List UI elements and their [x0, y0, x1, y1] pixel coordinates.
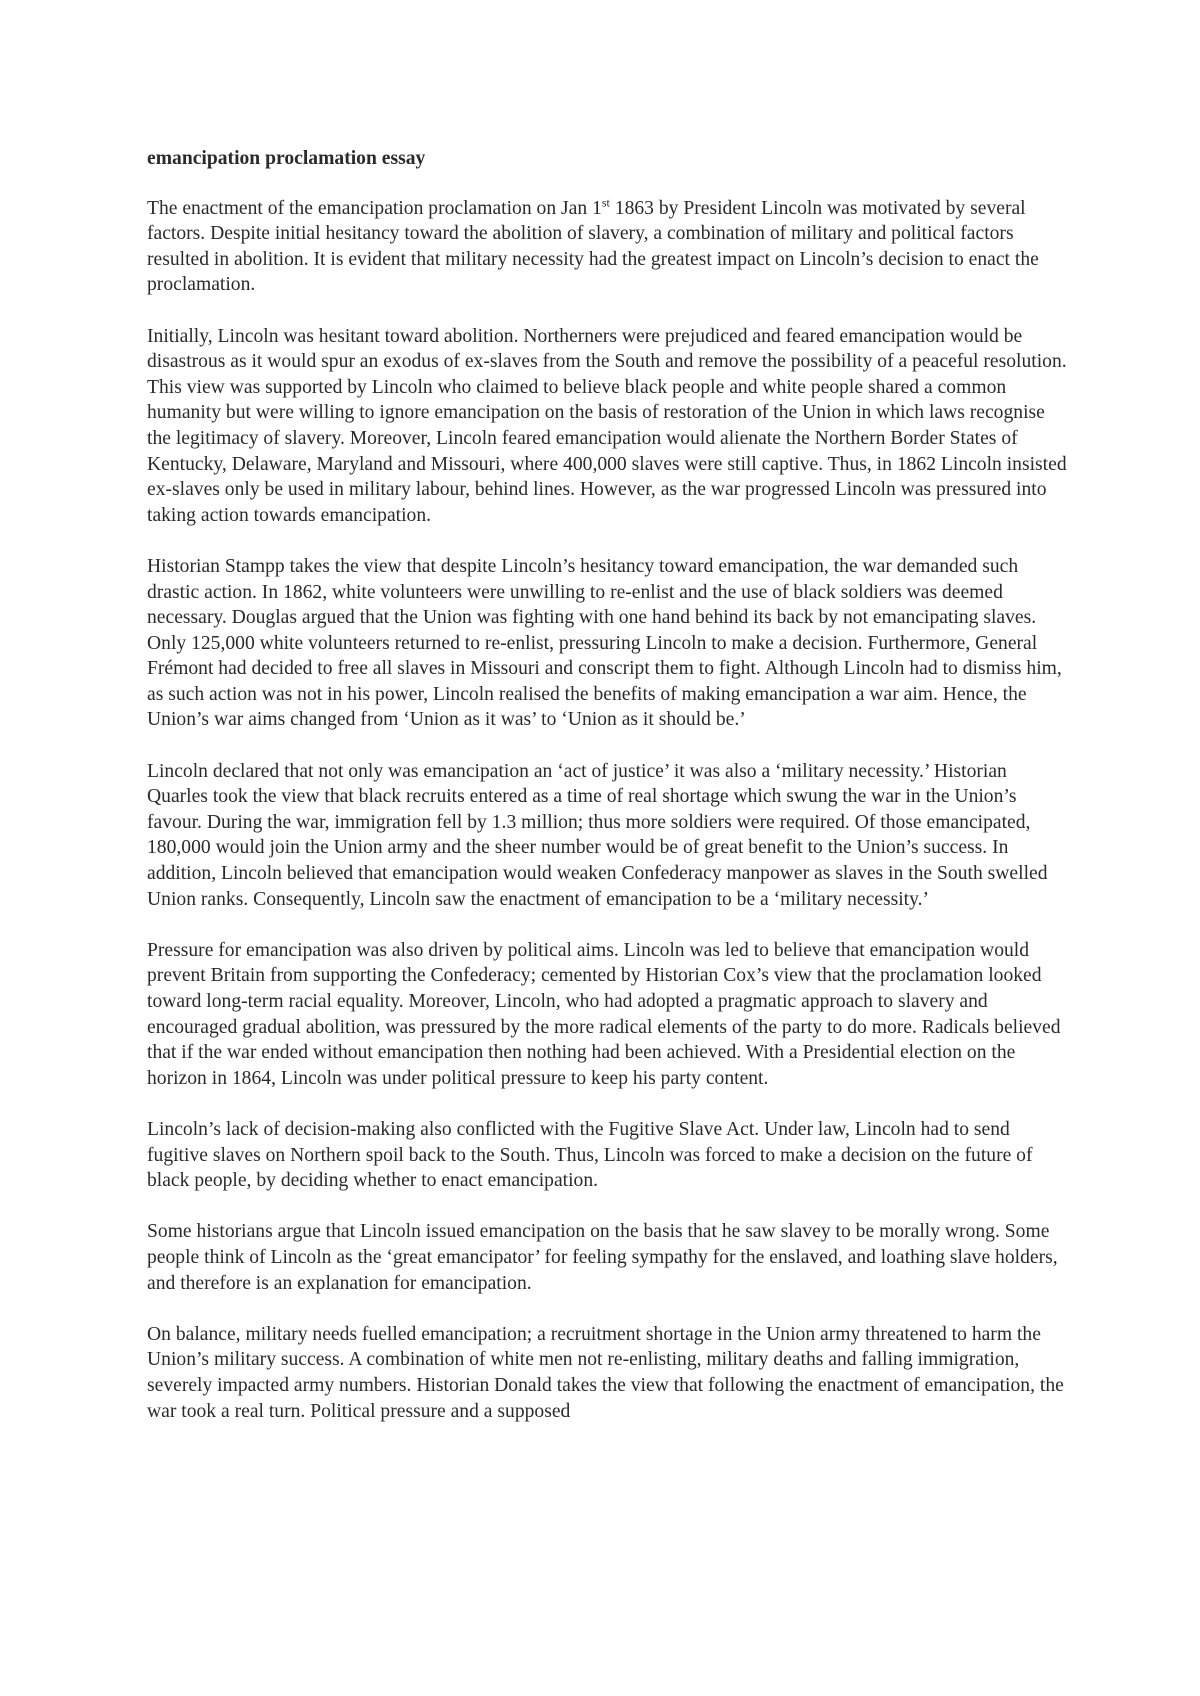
body-paragraph: Initially, Lincoln was hesitant toward abolition. Northerners were prejudiced and feared emancipation would be disastrous as it would spur an exodus of ex-slaves from the South and remove the possibility of a peaceful resolution. This view was supported by Lincoln who claimed to believe black people and white people shared a common humanity but were willing to ignore emancipation on the basis of restoration of the Union in which laws recognise the legitimacy of slavery. Moreover, Lincoln feared emancipation would alienate the Northern Border States of Kentucky, Delaware, Maryland and Missouri, where 400,000 slaves were still captive. Thus, in 1862 Lincoln insisted ex-slaves only be used in military labour, behind lines. However, as the war progressed Lincoln was pressured into taking action towards emancipation.	[147, 325, 1067, 526]
body-paragraph: Pressure for emancipation was also driven by political aims. Lincoln was led to believe that emancipation would prevent Britain from supporting the Confederacy; cemented by Historian Cox’s view that the proclamation looked toward long-term racial equality. Moreover, Lincoln, who had adopted a pragmatic approach to slavery and encouraged gradual abolition, was pressured by the more radical elements of the party to do more. Radicals believed that if the war ended without emancipation then nothing had been achieved. With a Presidential election on the horizon in 1864, Lincoln was under political pressure to keep his party content.	[147, 939, 1061, 1089]
body-paragraph: Lincoln declared that not only was emancipation an ‘act of justice’ it was also a ‘military necessity.’ Historian Quarles took the view that black recruits entered as a time of real shortage which swung the war in the Union’s favour. During the war, immigration fell by 1.3 million; thus more soldiers were required. Of those emancipated, 180,000 would join the Union army and the sheer number would be of great benefit to the Union’s success. In addition, Lincoln believed that emancipation would weaken Confederacy manpower as slaves in the South swelled Union ranks. Consequently, Lincoln saw the enactment of emancipation to be a ‘military necessity.’	[147, 760, 1048, 910]
body-paragraph: Historian Stampp takes the view that despite Lincoln’s hesitancy toward emancipation, the war demanded such drastic action. In 1862, white volunteers were unwilling to re-enlist and the use of black soldiers was deemed necessary. Douglas argued that the Union was fighting with one hand behind its back by not emancipating slaves. Only 125,000 white volunteers returned to re-enlist, pressuring Lincoln to make a decision. Furthermore, General Frémont had decided to free all slaves in Missouri and conscript them to fight. Although Lincoln had to dismiss him, as such action was not in his power, Lincoln realised the benefits of making emancipation a war aim. Hence, the Union’s war aims changed from ‘Union as it was’ to ‘Union as it should be.’	[147, 555, 1062, 731]
document-body	[147, 146, 1067, 1450]
ordinal-suffix: st	[601, 195, 610, 210]
document-title: emancipation proclamation essay	[147, 148, 426, 169]
body-paragraph: Lincoln’s lack of decision-making also conflicted with the Fugitive Slave Act. Under law, Lincoln had to send fugitive slaves on Northern spoil back to the South. Thus, Lincoln was forced to make a decision on the future of black people, by deciding whether to enact emancipation.	[147, 1118, 1033, 1192]
intro-paragraph	[147, 196, 1067, 298]
intro-text-start: The enactment of the emancipation proclamation on Jan 1	[147, 197, 602, 219]
body-paragraph: On balance, military needs fuelled emancipation; a recruitment shortage in the Union army threatened to harm the Union’s military success. A combination of white men not re-enlisting, military deaths and falling immigration, severely impacted army numbers. Historian Donald takes the view that following the enactment of emancipation, the war took a real turn. Political pressure and a supposed	[147, 1323, 1064, 1422]
body-paragraph: Some historians argue that Lincoln issued emancipation on the basis that he saw slavey to be morally wrong. Some people think of Lincoln as the ‘great emancipator’ for feeling sympathy for the enslaved, and loathing slave holders, and therefore is an explanation for emancipation.	[147, 1221, 1058, 1294]
intro-text-end: 1863 by President Lincoln was motivated by several factors. Despite initial hesitancy toward the abolition of slavery, a combination of military and political factors resulted in abolition. It is evident that military necessity had the greatest impact on Lincoln’s decision to enact the proclamation.	[147, 197, 1039, 296]
